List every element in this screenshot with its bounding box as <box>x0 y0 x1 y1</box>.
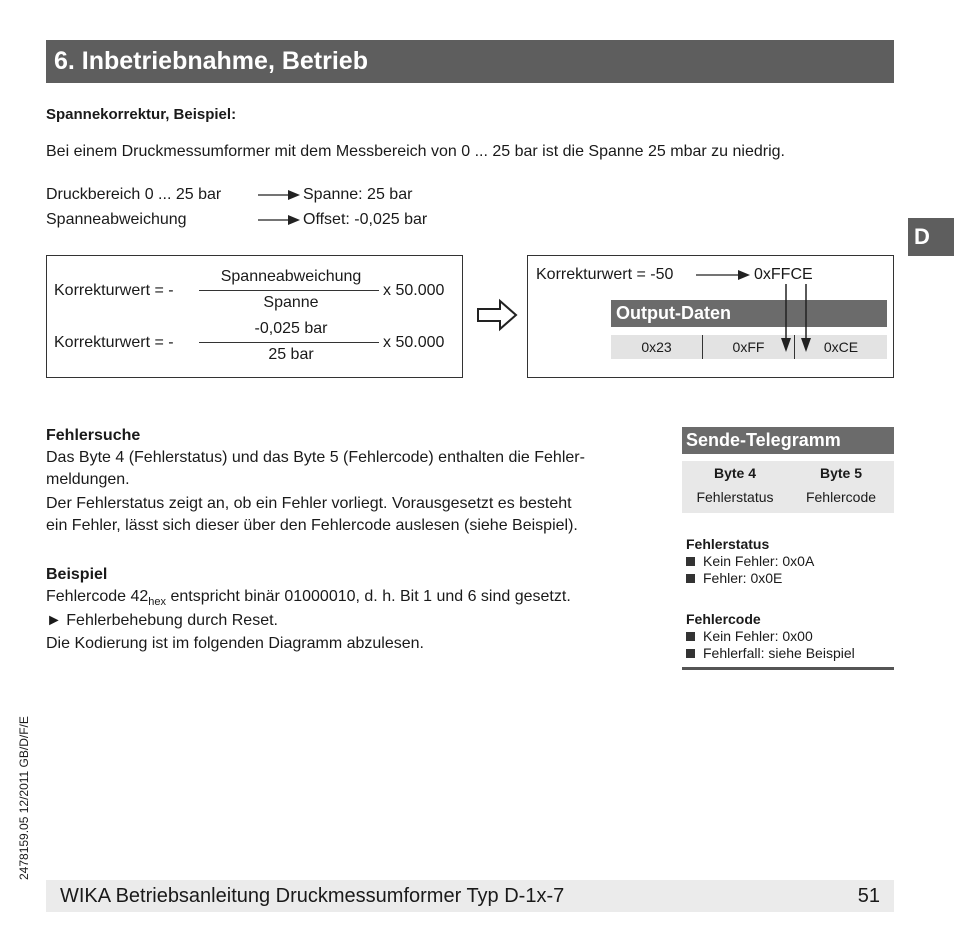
list-item <box>686 570 896 587</box>
telegram-table <box>682 461 894 513</box>
output-cell: 0xCE <box>823 339 859 355</box>
formula2-numerator: -0,025 bar <box>254 320 328 337</box>
telegram-header: Sende-Telegramm <box>682 427 894 454</box>
hollow-arrow-right-icon <box>476 298 518 332</box>
formula1-prefix: Korrekturwert = - <box>54 282 174 299</box>
down-arrows-icon <box>776 284 816 356</box>
fraction-line <box>199 342 379 343</box>
arrow-right-icon <box>258 213 302 227</box>
result-box <box>527 255 894 378</box>
list-item-text: Kein Fehler: 0x00 <box>703 628 813 644</box>
formula-box <box>46 255 463 378</box>
troubleshooting-line: ein Fehler, lässt sich dieser über den Fehlercode auslesen (siehe Beispiel). <box>46 517 578 534</box>
error-code-title: Fehlercode <box>686 611 761 627</box>
page-number: 51 <box>857 885 880 907</box>
list-item-text: Fehlerfall: siehe Beispiel <box>703 645 855 661</box>
byte5-value: Fehlercode <box>805 489 877 505</box>
arrow-right-icon <box>258 188 302 202</box>
range-label: Druckbereich 0 ... 25 bar <box>46 186 222 203</box>
square-bullet-icon <box>686 574 695 583</box>
error-status-title: Fehlerstatus <box>686 536 770 552</box>
result-label: Korrekturwert = -50 <box>536 266 674 283</box>
panel-divider <box>682 667 894 670</box>
arrow-right-icon <box>696 268 754 282</box>
troubleshooting-line: Das Byte 4 (Fehlerstatus) und das Byte 5 (Fehlercode) enthalten die Fehler- <box>46 449 585 466</box>
output-data-row <box>611 335 887 359</box>
error-code-list <box>686 610 896 662</box>
formula1-numerator: Spanneabweichung <box>220 268 362 285</box>
output-cell: 0x23 <box>611 335 703 359</box>
telegram-col-byte5 <box>788 461 894 513</box>
list-item-text: Kein Fehler: 0x0A <box>703 553 815 569</box>
hex-subscript: hex <box>148 596 167 609</box>
span-correction-heading: Spannekorrektur, Beispiel: <box>46 106 237 123</box>
list-item <box>686 645 896 662</box>
span-value: Spanne: 25 bar <box>303 186 413 203</box>
formula2-suffix: x 50.000 <box>383 334 445 351</box>
formula1-suffix: x 50.000 <box>383 282 445 299</box>
example-line3: Die Kodierung ist im folgenden Diagramm abzulesen. <box>46 635 424 652</box>
formula1-denominator: Spanne <box>263 294 319 311</box>
troubleshooting-line: meldungen. <box>46 471 130 488</box>
byte5-title: Byte 5 <box>819 465 863 481</box>
binary-text: entspricht binär 01000010, d. h. Bit 1 und 6 sind gesetzt. <box>166 588 571 605</box>
formula2-denominator: 25 bar <box>268 346 314 363</box>
language-tab: D <box>908 218 954 256</box>
example-line2: ► Fehlerbehebung durch Reset. <box>46 612 278 629</box>
list-item <box>686 553 896 570</box>
square-bullet-icon <box>686 649 695 658</box>
deviation-label: Spanneabweichung <box>46 211 187 228</box>
square-bullet-icon <box>686 557 695 566</box>
telegram-col-byte4 <box>682 461 788 513</box>
list-item <box>686 628 896 645</box>
section-title: 6. Inbetriebnahme, Betrieb <box>46 40 894 83</box>
troubleshooting-heading: Fehlersuche <box>46 427 141 444</box>
error-status-list <box>686 535 896 587</box>
result-hex: 0xFFCE <box>754 266 813 283</box>
byte4-title: Byte 4 <box>713 465 757 481</box>
offset-value: Offset: -0,025 bar <box>303 211 428 228</box>
square-bullet-icon <box>686 632 695 641</box>
byte4-value: Fehlerstatus <box>696 489 774 505</box>
fraction-line <box>199 290 379 291</box>
output-data-header: Output-Daten <box>611 300 887 327</box>
error-code-text: Fehlercode 42 <box>46 588 149 605</box>
output-cell: 0xFF <box>703 335 795 359</box>
formula2-prefix: Korrekturwert = - <box>54 334 174 351</box>
example-heading: Beispiel <box>46 566 108 583</box>
page-footer <box>46 880 894 912</box>
span-correction-intro: Bei einem Druckmessumformer mit dem Messbereich von 0 ... 25 bar ist die Spanne 25 mbar zu niedrig. <box>46 143 785 160</box>
troubleshooting-line: Der Fehlerstatus zeigt an, ob ein Fehler vorliegt. Vorausgesetzt es besteht <box>46 495 572 512</box>
list-item-text: Fehler: 0x0E <box>703 570 783 586</box>
document-code: 2478159.05 12/2011 GB/D/F/E <box>17 716 31 880</box>
footer-text: WIKA Betriebsanleitung Druckmessumformer Typ D-1x-7 <box>60 885 565 907</box>
